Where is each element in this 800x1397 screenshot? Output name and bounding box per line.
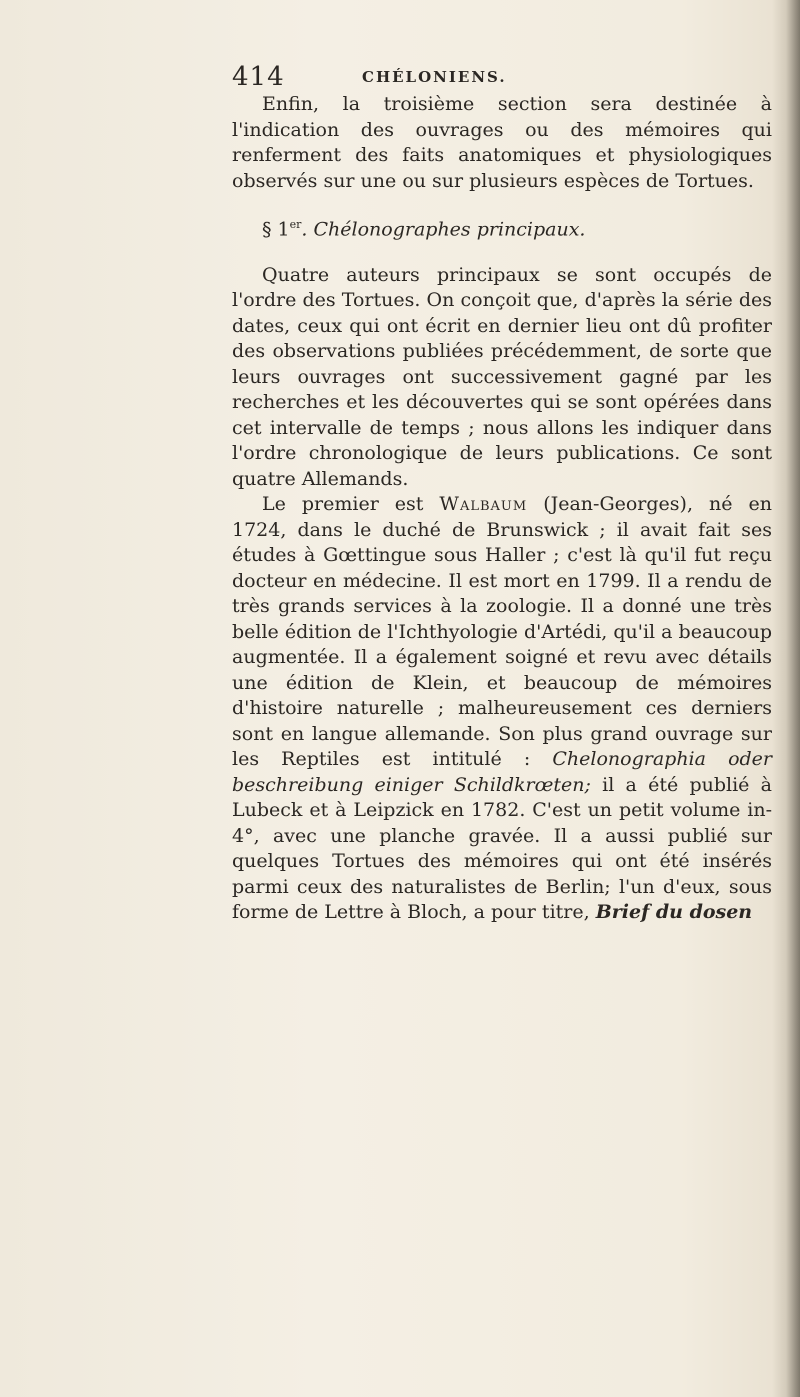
walbaum-text-3: il a été publié à Lubeck et à Leipzick en 1782. C'est un petit volume in-4°, avec une planche gravée. Il a aussi publié sur quelques Tortues des mémoires qui ont été insérés parmi ceux des naturalistes de Berlin; l'un d'eux, sous forme de Lettre à Bloch, a pour titre, bbox=[232, 773, 772, 924]
section-title: . Chélonographes principaux. bbox=[301, 218, 586, 241]
paragraph-walbaum bbox=[232, 492, 772, 926]
work-title: Chelonographia oder beschreibung einiger Schildkrœten; bbox=[232, 748, 772, 796]
running-title: CHÉLONIENS. bbox=[362, 68, 507, 86]
walbaum-text-1: Le premier est bbox=[262, 493, 440, 516]
section-mark-superscript: er bbox=[289, 218, 302, 231]
body-text bbox=[232, 92, 772, 926]
section-heading bbox=[232, 212, 772, 243]
page-edge-shadow bbox=[772, 0, 800, 1397]
author-name: Walbaum bbox=[439, 493, 528, 516]
walbaum-text-2: (Jean-Georges), né en 1724, dans le duché de Brunswick ; il avait fait ses études à Gœttingue sous Haller ; c'est là qu'il fut reçu docteur en médecine. Il est mort en 1799. Il a rendu de très grands services à la zoologie. Il a donné une très belle édition de l'Ichthyologie d'Artédi, qu'il a beaucoup augmentée. Il a également soigné et revu avec détails une édition de Klein, et beaucoup de mémoires d'histoire naturelle ; malheureusement ces derniers sont en langue allemande. Son plus grand ouvrage sur les Reptiles est intitulé : bbox=[232, 493, 772, 771]
paragraph-intro: Enfin, la troisième section sera destinée à l'indication des ouvrages ou des mémoires qui renferment des faits anatomiques et physiologiques observés sur une ou sur plusieurs espèces de Tortues. bbox=[232, 93, 772, 192]
section-mark: § 1 bbox=[262, 218, 290, 241]
paragraph-four-authors: Quatre auteurs principaux se sont occupés de l'ordre des Tortues. On conçoit que, d'après la série des dates, ceux qui ont écrit en dernier lieu ont dû profiter des observations publiées précédemment, de sorte que leurs ouvrages ont successivement gagné par les recherches et les découvertes qui se sont opérées dans cet intervalle de temps ; nous allons les indiquer dans l'ordre chronologique de leurs publications. Ce sont quatre Allemands. bbox=[232, 263, 772, 490]
page-number: 414 bbox=[232, 62, 285, 92]
letter-title: Brief du dosen bbox=[595, 901, 753, 924]
page-header bbox=[232, 62, 792, 94]
